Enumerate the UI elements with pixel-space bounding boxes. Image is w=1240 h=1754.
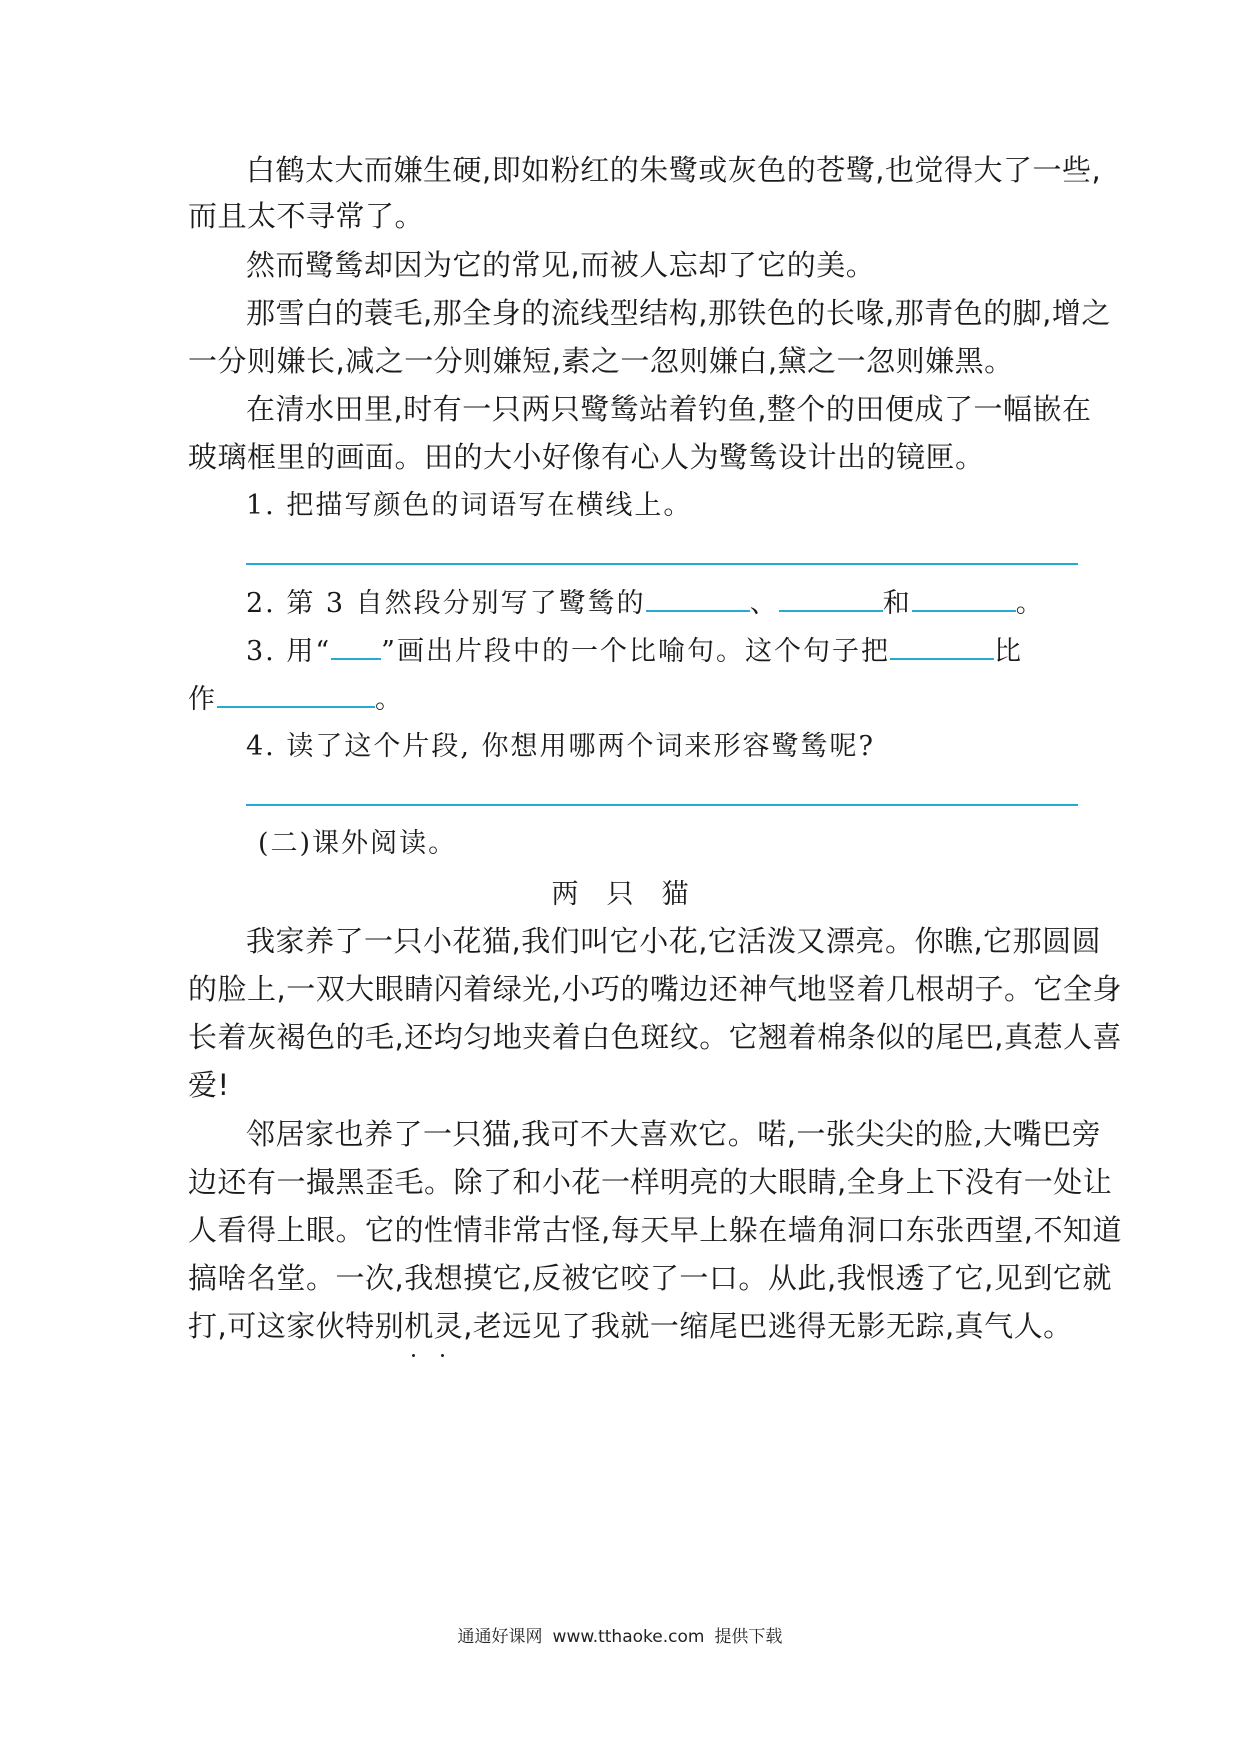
section2-heading: (二)课外阅读。 — [258, 828, 458, 859]
answer-blank-q3-2[interactable] — [217, 678, 375, 708]
question-3-text-b: ”画出片段中的一个比喻句。这个句子把 — [381, 636, 890, 667]
story-title-char-3: 猫 — [661, 879, 689, 910]
question-3-cont — [188, 678, 404, 720]
answer-line-q1[interactable] — [246, 563, 1078, 565]
answer-blank-q2-3[interactable] — [912, 582, 1016, 612]
answer-blank-q3-1[interactable] — [890, 630, 994, 660]
question-3-text-e: 。 — [375, 684, 404, 715]
passage1-p4-line1: 在清水田里,时有一只两只鹭鸶站着钓鱼,整个的田便成了一幅嵌在 — [246, 392, 1092, 426]
passage2-p2-line1: 邻居家也养了一只猫,我可不大喜欢它。喏,一张尖尖的脸,大嘴巴旁 — [246, 1117, 1102, 1151]
emphasis-dot — [441, 1354, 444, 1357]
passage2-p1-line2: 的脸上,一双大眼睛闪着绿光,小巧的嘴边还神气地竖着几根胡子。它全身 — [188, 972, 1122, 1006]
passage2-p1-line1: 我家养了一只小花猫,我们叫它小花,它活泼又漂亮。你瞧,它那圆圆 — [246, 924, 1102, 958]
passage1-p1-line2: 而且太不寻常了。 — [188, 199, 425, 233]
answer-line-q4[interactable] — [246, 804, 1078, 806]
question-2-sep1: 、 — [749, 588, 779, 619]
question-3 — [246, 630, 1023, 672]
passage1-p1-line1: 白鹤太大而嫌生硬,即如粉红的朱鹭或灰色的苍鹭,也觉得大了一些, — [246, 153, 1102, 187]
emphasis-dot — [412, 1354, 415, 1357]
footer-note: 提供下载 — [714, 1627, 783, 1647]
answer-blank-q2-2[interactable] — [779, 582, 883, 612]
story-title-char-2: 只 — [606, 879, 634, 910]
page-footer — [0, 1622, 1240, 1647]
question-2-sep2: 和 — [882, 588, 912, 619]
footer-url[interactable]: www.tthaoke.com — [552, 1627, 705, 1647]
question-3-text-a: 3. 用“ — [246, 636, 332, 667]
passage2-p2-line4: 搞啥名堂。一次,我想摸它,反被它咬了一口。从此,我恨透了它,见到它就 — [188, 1261, 1112, 1295]
answer-blank-q2-1[interactable] — [646, 582, 750, 612]
question-3-text-d: 作 — [188, 684, 217, 715]
question-2-end: 。 — [1015, 588, 1045, 619]
passage2-p2-line3: 人看得上眼。它的性情非常古怪,每天早上躲在墙角洞口东张西望,不知道 — [188, 1213, 1122, 1247]
footer-site: 通通好课网 — [457, 1627, 543, 1647]
story-title — [0, 872, 1240, 911]
question-4: 4. 读了这个片段, 你想用哪两个词来形容鹭鸶呢? — [246, 731, 875, 762]
passage1-p3-line1: 那雪白的蓑毛,那全身的流线型结构,那铁色的长喙,那青色的脚,增之 — [246, 296, 1111, 330]
passage2-p1-line4: 爱! — [188, 1068, 230, 1102]
question-1: 1. 把描写颜色的词语写在横线上。 — [246, 490, 693, 521]
passage1-p4-line2: 玻璃框里的画面。田的大小好像有心人为鹭鸶设计出的镜匣。 — [188, 440, 985, 474]
underline-sample-q3 — [331, 630, 381, 660]
passage1-p3-line2: 一分则嫌长,减之一分则嫌短,素之一忽则嫌白,黛之一忽则嫌黑。 — [188, 344, 1014, 378]
question-2-text: 2. 第 3 自然段分别写了鹭鸶的 — [246, 588, 646, 619]
passage2-p2-line5: 打,可这家伙特别机灵,老远见了我就一缩尾巴逃得无影无踪,真气人。 — [188, 1309, 1073, 1343]
question-2 — [246, 582, 1045, 624]
passage2-p2-line2: 边还有一撮黑歪毛。除了和小花一样明亮的大眼睛,全身上下没有一处让 — [188, 1165, 1113, 1199]
question-3-text-c: 比 — [993, 636, 1023, 667]
passage2-p1-line3: 长着灰褐色的毛,还均匀地夹着白色斑纹。它翘着棉条似的尾巴,真惹人喜 — [188, 1020, 1122, 1054]
passage1-p2: 然而鹭鸶却因为它的常见,而被人忘却了它的美。 — [246, 248, 876, 282]
story-title-char-1: 两 — [551, 879, 579, 910]
